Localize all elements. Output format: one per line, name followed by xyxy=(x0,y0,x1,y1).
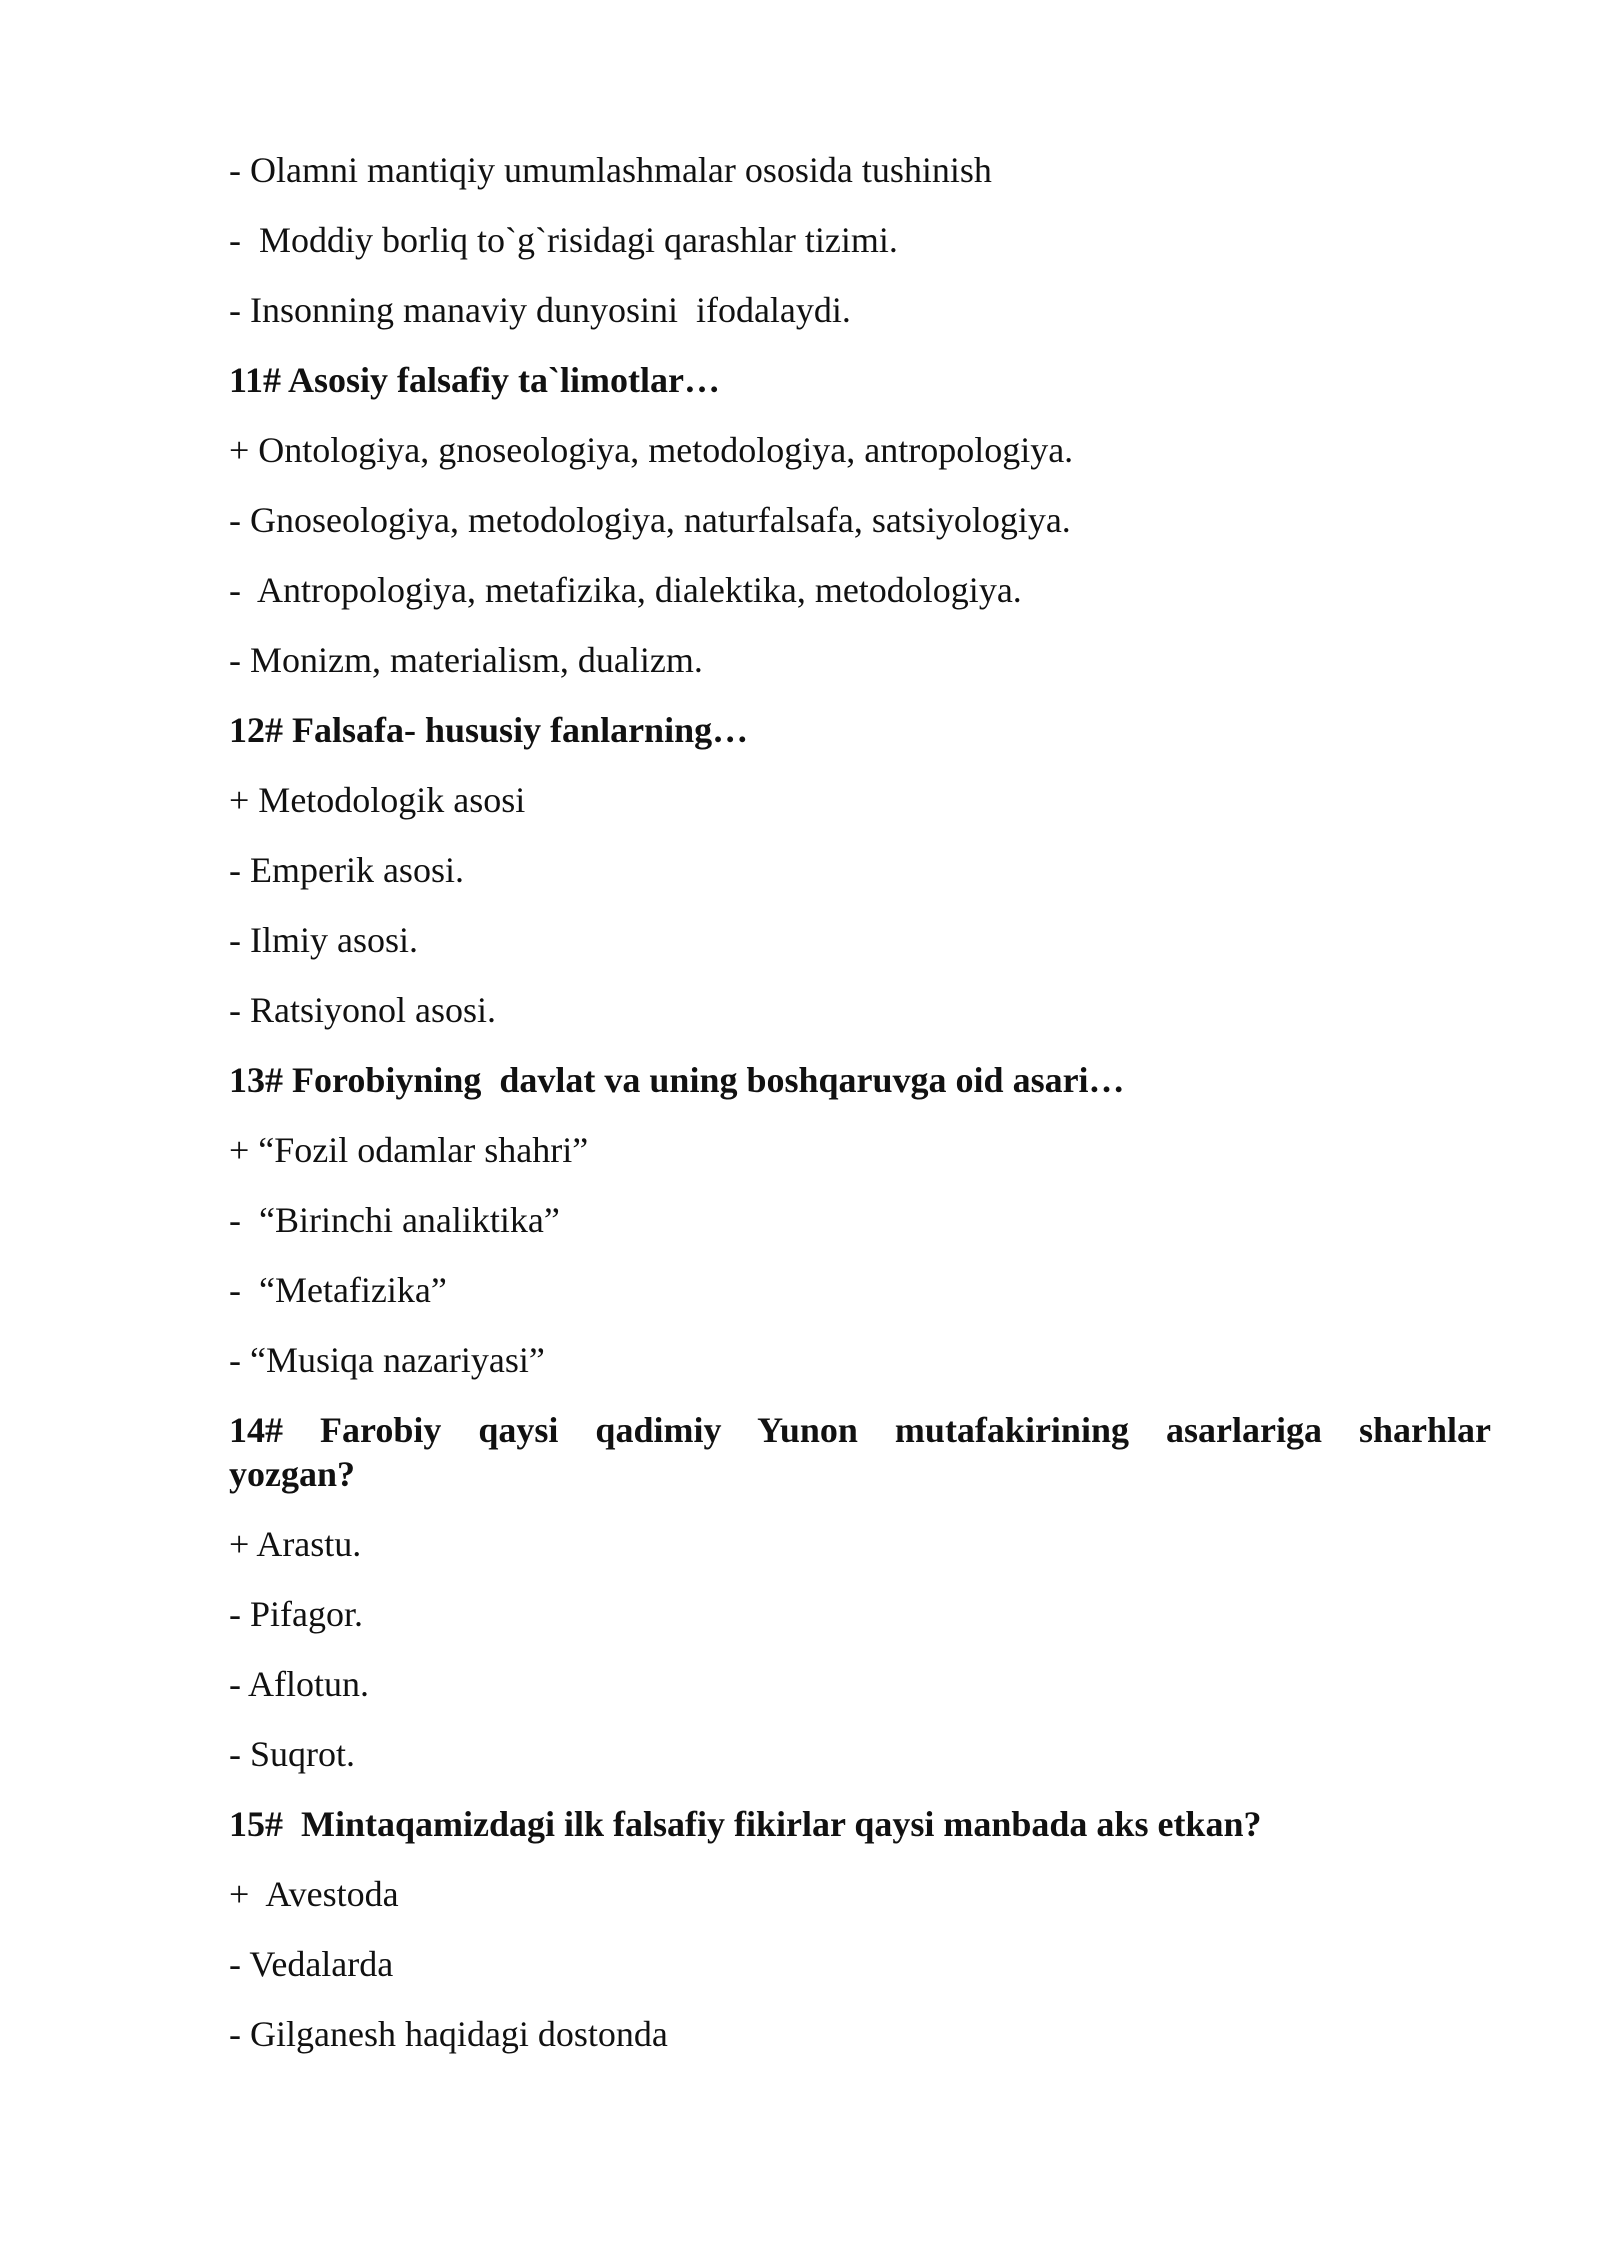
answer-option: - “Metafizika” xyxy=(229,1270,447,1310)
answer-option: - Ratsiyonol asosi. xyxy=(229,990,496,1030)
answer-option: - Emperik asosi. xyxy=(229,850,464,890)
question-15: 15# Mintaqamizdagi ilk falsafiy fikirlar qaysi manbada aks etkan? xyxy=(229,1804,1262,1844)
question-11: 11# Asosiy falsafiy ta`limotlar… xyxy=(229,360,720,400)
answer-option: - Aflotun. xyxy=(229,1664,369,1704)
question-14-line-1: 14# Farobiy qaysi qadimiy Yunon mutafakirining asarlariga sharhlar xyxy=(229,1410,1491,1450)
question-14 xyxy=(229,1408,1491,1496)
answer-option: - Antropologiya, metafizika, dialektika, metodologiya. xyxy=(229,570,1022,610)
answer-option: - Gilganesh haqidagi dostonda xyxy=(229,2014,668,2054)
answer-option: + “Fozil odamlar shahri” xyxy=(229,1130,589,1170)
answer-option: + Arastu. xyxy=(229,1524,362,1564)
answer-option: - “Birinchi analiktika” xyxy=(229,1200,560,1240)
document-page xyxy=(229,148,1491,2082)
answer-option: - Gnoseologiya, metodologiya, naturfalsafa, satsiyologiya. xyxy=(229,500,1071,540)
question-14-line-2: yozgan? xyxy=(229,1454,355,1494)
answer-option: + Metodologik asosi xyxy=(229,780,526,820)
answer-option: - Olamni mantiqiy umumlashmalar ososida tushinish xyxy=(229,150,992,190)
answer-option: - “Musiqa nazariyasi” xyxy=(229,1340,545,1380)
answer-option: + Avestoda xyxy=(229,1874,399,1914)
answer-option: - Monizm, materialism, dualizm. xyxy=(229,640,703,680)
question-13: 13# Forobiyning davlat va uning boshqaruvga oid asari… xyxy=(229,1060,1125,1100)
answer-option: - Moddiy borliq to`g`risidagi qarashlar tizimi. xyxy=(229,220,898,260)
answer-option: - Pifagor. xyxy=(229,1594,363,1634)
answer-option: - Suqrot. xyxy=(229,1734,355,1774)
answer-option: - Ilmiy asosi. xyxy=(229,920,418,960)
question-12: 12# Falsafa- hususiy fanlarning… xyxy=(229,710,749,750)
answer-option: - Insonning manaviy dunyosini ifodalaydi. xyxy=(229,290,851,330)
answer-option: + Ontologiya, gnoseologiya, metodologiya, antropologiya. xyxy=(229,430,1074,470)
answer-option: - Vedalarda xyxy=(229,1944,394,1984)
